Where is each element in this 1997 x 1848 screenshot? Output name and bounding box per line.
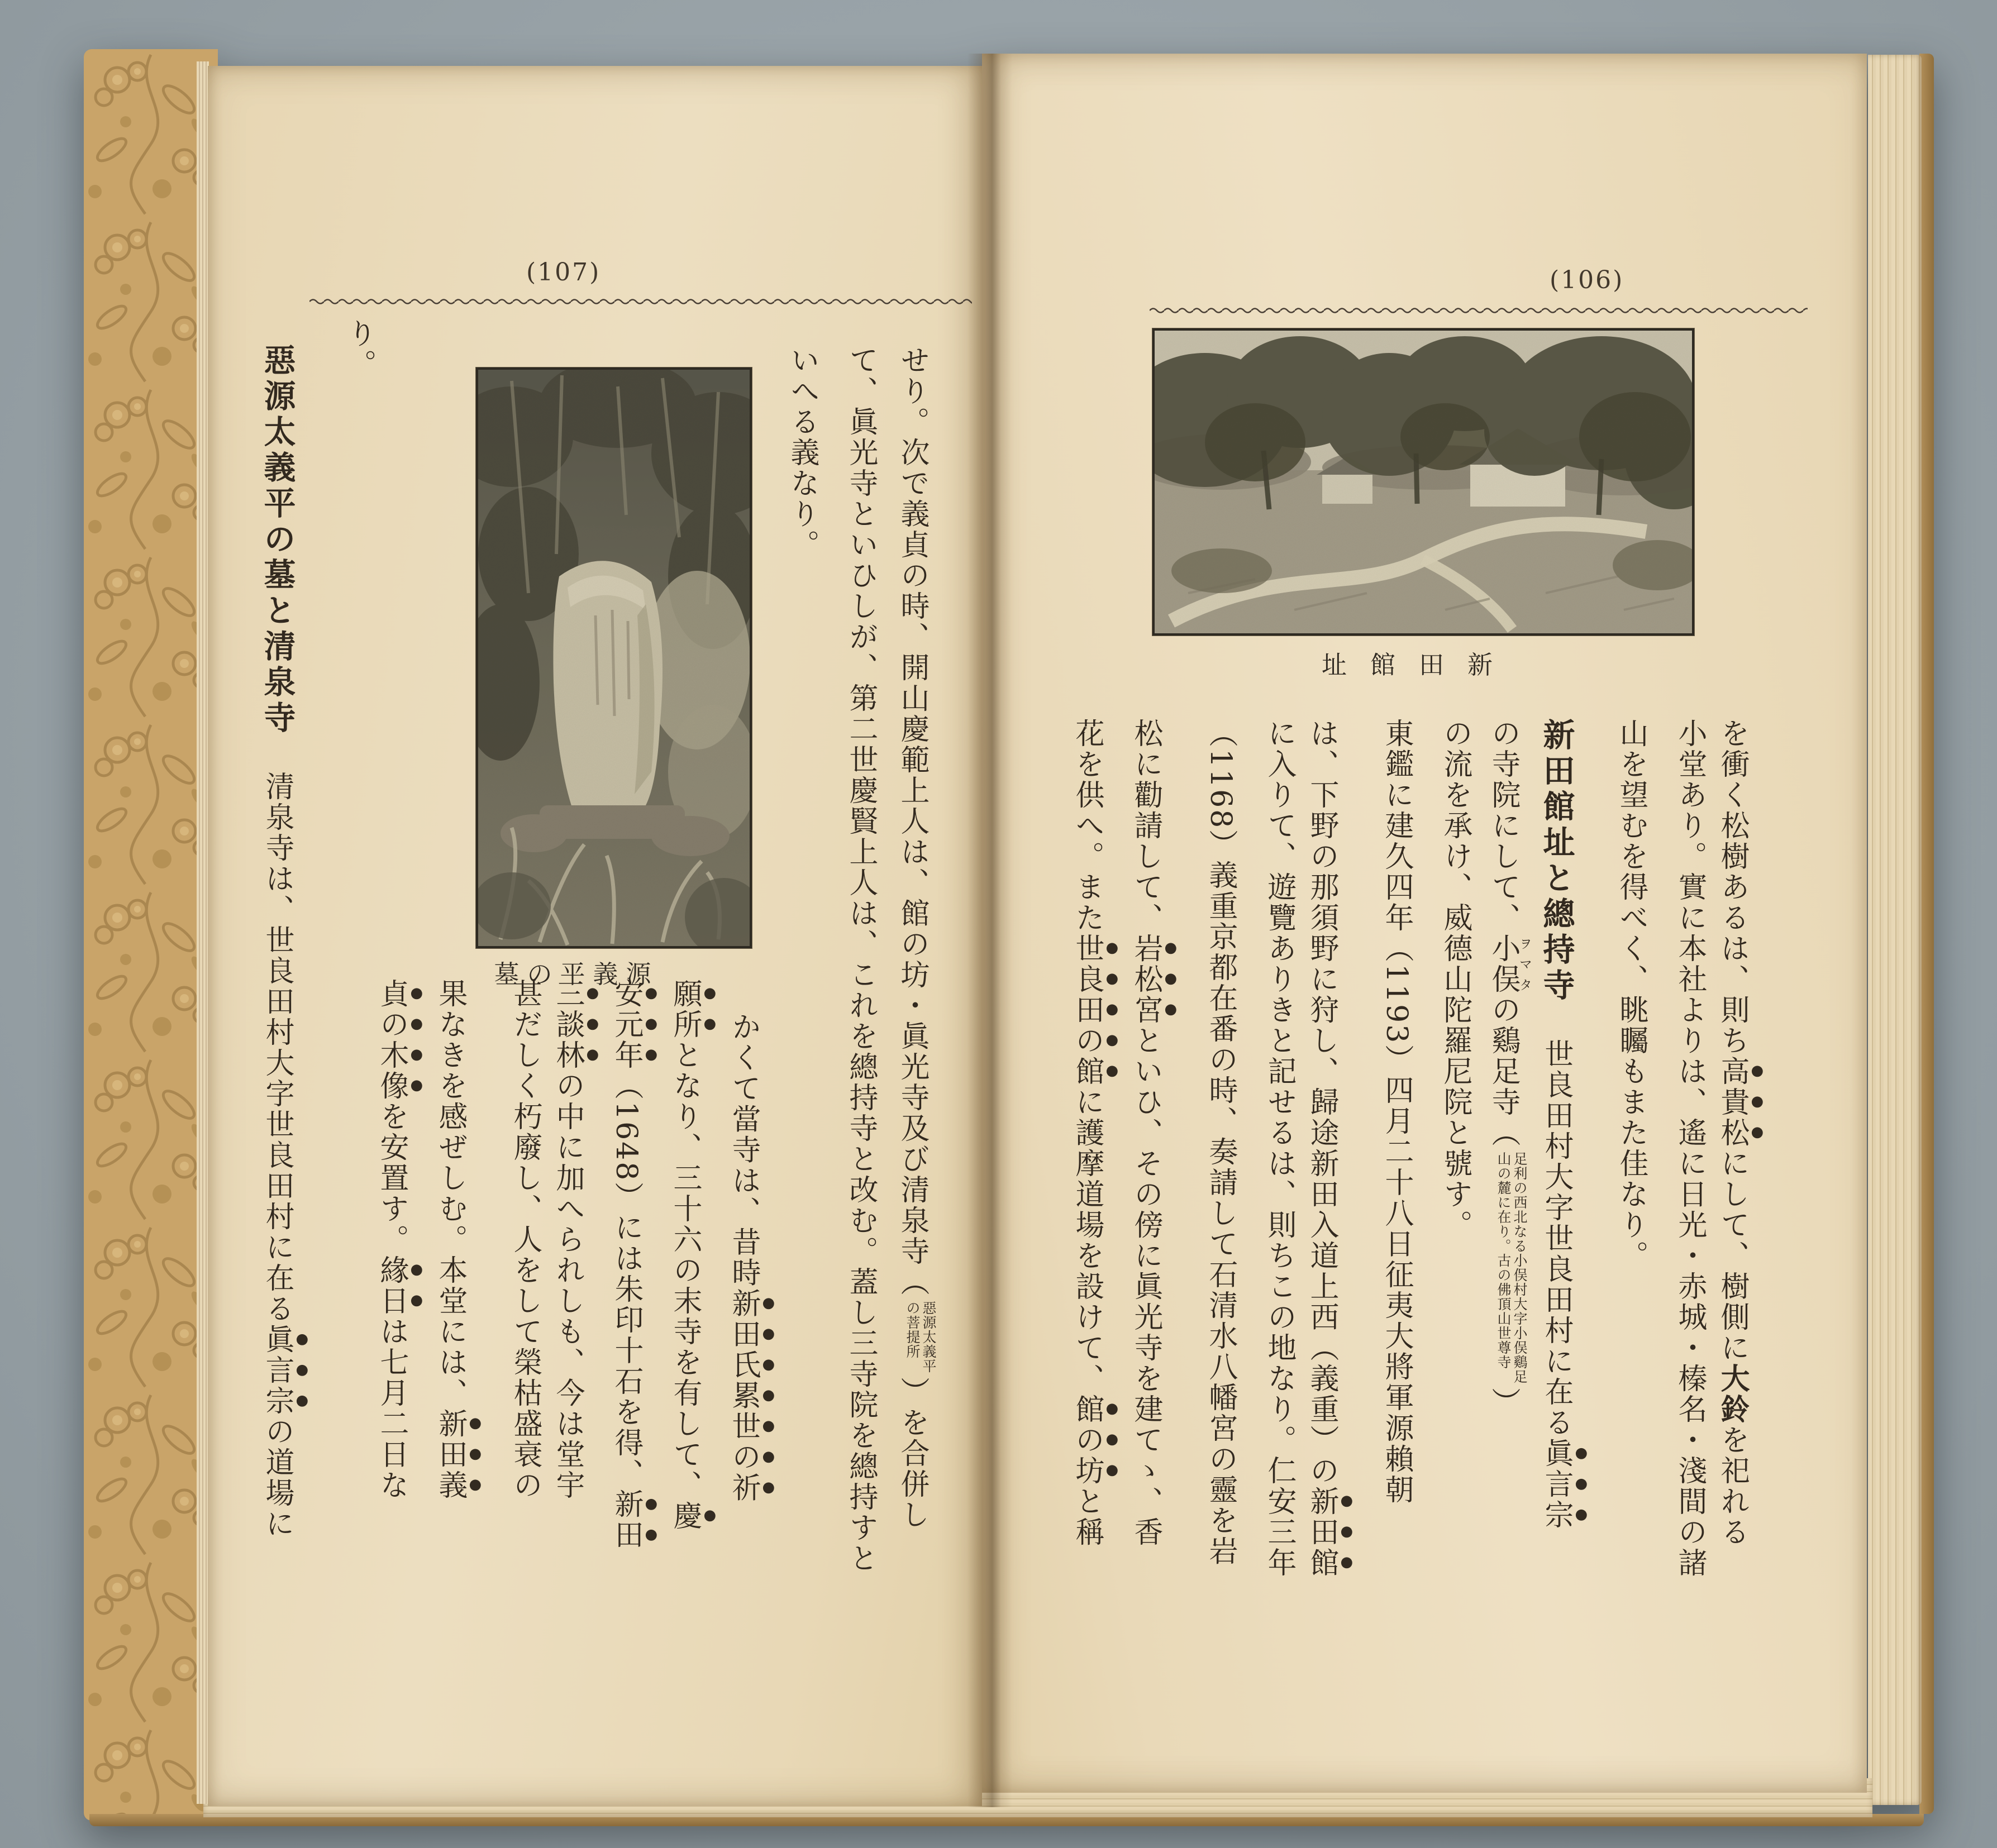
text-run: にして、樹側に <box>1715 1148 1749 1363</box>
ruby-annotated-word: 小俣ヲマタ <box>1486 933 1532 995</box>
text-column <box>609 978 660 1551</box>
text-run: 松に勸請して、 <box>1129 718 1162 933</box>
emphasized-text: 新田 <box>609 1489 643 1551</box>
section-heading-text: 惡源太義平の墓と清泉寺 <box>259 343 296 737</box>
bold-text: 大鈴 <box>1715 1363 1750 1425</box>
text-run: 小堂あり。實に本社よりは、遙に日光・赤城・榛名・淺間の諸 <box>1673 718 1707 1578</box>
photo-nitta-yakata-site <box>1152 328 1694 636</box>
inline-note-line: 足利の西北なる小俣村大字小俣鷄足 <box>1512 1152 1528 1384</box>
inline-note-line: 山の麓に在り。古の佛頂山世尊寺 <box>1495 1152 1512 1369</box>
text-column <box>668 978 718 1531</box>
inline-note <box>1495 1152 1528 1384</box>
page-edge-stack-right <box>1868 55 1922 1805</box>
text-run: となり、三十六の末寺を有して、 <box>668 1040 702 1501</box>
text-run: （1648）には朱印十石を得、 <box>609 1071 643 1489</box>
text-column <box>727 978 777 1503</box>
text-column <box>785 345 819 560</box>
text-run: （ <box>895 1267 929 1297</box>
text-run: ） <box>895 1377 929 1407</box>
text-run: に入りて、遊覽ありきと記せるは、則ちこの地なり。仁安三年 <box>1262 718 1296 1578</box>
emphasized-text: 新田館 <box>1305 1486 1338 1578</box>
text-run: は七月二日な <box>375 1316 408 1501</box>
text-column <box>1486 718 1532 1418</box>
text-column <box>1305 718 1355 1578</box>
text-run: を祀れる <box>1715 1425 1749 1548</box>
text-run: 世良田村大字世良田村に在る <box>1540 1039 1573 1439</box>
text-run: を衝く松樹あるは、則ち <box>1715 718 1749 1056</box>
emphasized-text: 眞言宗 <box>260 1324 294 1417</box>
inline-note <box>904 1301 937 1373</box>
text-run: ） <box>1486 1387 1520 1418</box>
emphasized-text: 安元年 <box>609 978 643 1071</box>
page-106 <box>982 54 1867 1793</box>
text-column <box>1672 718 1707 1578</box>
text-column <box>1715 718 1766 1548</box>
text-run: は、下野の那須野に狩し、歸途新田入道上西（義重）の <box>1305 718 1338 1486</box>
emphasized-text: 眞言宗 <box>1540 1438 1573 1531</box>
text-run: の道場に <box>260 1416 294 1540</box>
emphasized-text: 岩松宮 <box>1129 933 1162 1025</box>
section-heading-column <box>1538 718 1590 1531</box>
text-run: 山を望むを得べく、眺矚もまた佳なり。 <box>1614 718 1648 1271</box>
emphasized-text: 館の坊 <box>1070 1394 1104 1486</box>
emphasized-text: 世良田の館 <box>1070 933 1104 1087</box>
wavy-rule-107 <box>309 297 972 306</box>
text-column <box>1070 718 1121 1548</box>
text-column <box>342 318 376 380</box>
text-run: 清泉寺は、世良田村大字世良田村に在る <box>260 771 294 1325</box>
text-run: かくて當寺は、昔時 <box>727 1011 760 1288</box>
emphasized-text: 新田氏累世の祈 <box>727 1288 760 1503</box>
text-column <box>895 345 937 1530</box>
page-edge-stack-left <box>197 61 209 1804</box>
text-run: せり。次で義貞の時、開山慶範上人は、館の坊・眞光寺及び清泉寺 <box>895 345 929 1267</box>
emphasized-text: 貞の木像 <box>375 978 408 1101</box>
text-run: り。 <box>342 318 376 380</box>
text-column <box>1614 718 1648 1271</box>
text-column <box>551 978 601 1501</box>
text-column <box>375 978 425 1501</box>
section-heading-text: 新田館址と總持寺 <box>1538 718 1575 1004</box>
page-number-107: (107) <box>526 258 601 286</box>
text-run: いへる義なり。 <box>785 345 819 560</box>
emphasized-text: 高貴松 <box>1715 1056 1749 1148</box>
page-number-106: (106) <box>1550 266 1624 294</box>
text-run: 花を供へ。また <box>1070 718 1104 933</box>
text-run: 果なきを感ぜしむ。本堂には、 <box>433 978 467 1408</box>
text-run: の鷄足寺 <box>1486 995 1520 1118</box>
text-run: の中に加へられしも、今は堂宇 <box>551 1071 584 1501</box>
text-column <box>843 345 878 1574</box>
emphasized-text: 新田義 <box>433 1408 467 1501</box>
section-title-column <box>259 343 311 1540</box>
emphasized-text: 願所 <box>668 978 702 1040</box>
page-107 <box>208 66 982 1806</box>
text-run: を合併し <box>895 1407 929 1530</box>
text-column <box>1203 718 1238 1567</box>
inline-note-line: の菩提所 <box>904 1301 921 1359</box>
text-column <box>1379 718 1414 1505</box>
text-run: と稱 <box>1070 1486 1104 1548</box>
text-run: に護摩道場を設けて、 <box>1070 1087 1104 1394</box>
photo-caption-nitta: 址館田新 <box>1321 650 1516 680</box>
emphasized-text: 三談林 <box>551 978 584 1071</box>
text-run: （ <box>1486 1118 1520 1148</box>
text-run: 甚だしく朽廢し、人をして榮枯盛衰の <box>508 978 542 1501</box>
text-run: を安置す。 <box>375 1101 408 1255</box>
photo-grave-of-yoshihira <box>476 367 752 948</box>
emphasized-text: 緣日 <box>375 1255 408 1316</box>
photo-caption-grave: 墓の平義源 <box>494 959 659 989</box>
emphasized-text: 慶 <box>668 1501 702 1531</box>
text-column <box>1438 718 1472 1240</box>
text-run: の寺院にして、 <box>1486 718 1520 933</box>
text-run: の流を承け、威德山陀羅尼院と號す。 <box>1438 718 1472 1240</box>
inline-note-line: 惡源太義平 <box>921 1301 937 1373</box>
text-column <box>508 978 542 1501</box>
wavy-rule-106 <box>1150 306 1808 315</box>
open-book <box>84 45 1934 1826</box>
text-column <box>433 978 484 1501</box>
text-column <box>1262 718 1297 1578</box>
text-run: て、眞光寺といひしが、第二世慶賢上人は、これを總持寺と改む。蓋し三寺院を總持すと <box>844 345 878 1574</box>
text-run: 東鑑に建久四年（1193）四月二十八日征夷大將軍源賴朝 <box>1380 718 1413 1506</box>
text-run: といひ、その傍に眞光寺を建てゝ、香 <box>1129 1025 1162 1548</box>
text-column <box>1129 718 1179 1548</box>
text-run: （1168）義重京都在番の時、奏請して石清水八幡宮の靈を岩 <box>1204 718 1237 1567</box>
